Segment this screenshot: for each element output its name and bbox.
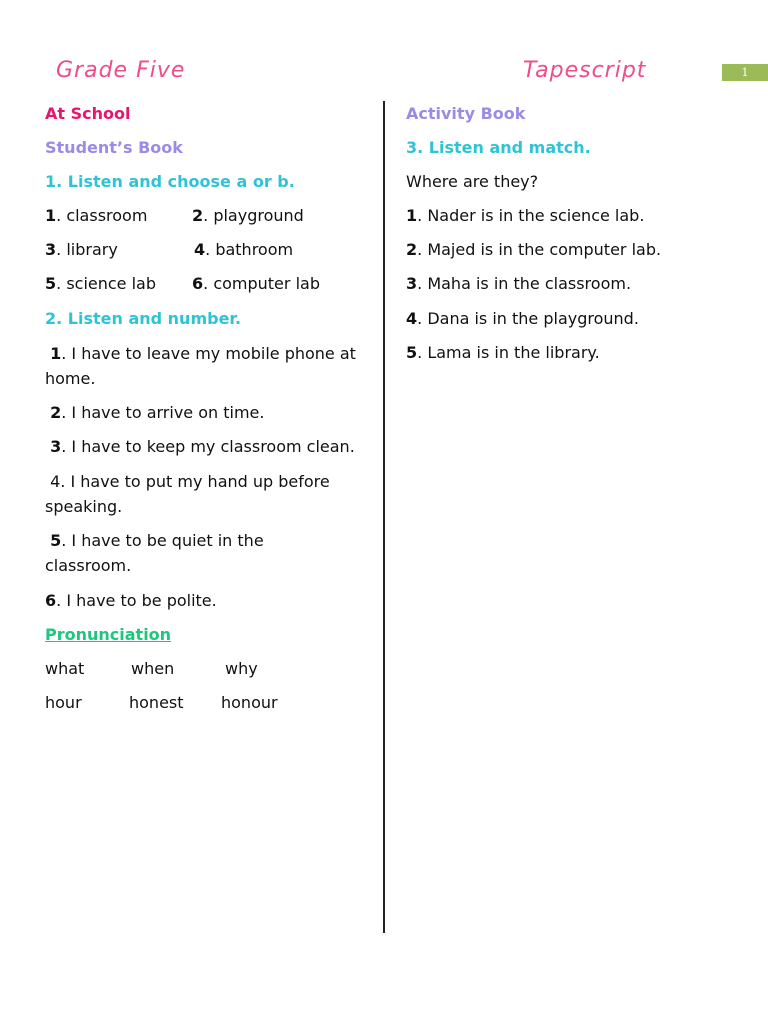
ex1-item-3: 3. library	[45, 240, 118, 259]
exercise-2-title: 2. Listen and number.	[45, 309, 242, 328]
column-divider	[383, 101, 385, 933]
students-book-title: Student’s Book	[45, 138, 183, 157]
exercise-1-title: 1. Listen and choose a or b.	[45, 172, 295, 191]
pron-word: honour	[221, 693, 278, 712]
pron-word: honest	[129, 693, 184, 712]
exercise-3-title: 3. Listen and match.	[406, 138, 591, 157]
ex2-item-3: 3. I have to keep my classroom clean.	[50, 437, 355, 456]
ex1-item-5: 5. science lab	[45, 274, 157, 293]
header-tapescript-title: Tapescript	[523, 58, 647, 83]
ex3-item-1: 1. Nader is in the science lab.	[406, 206, 645, 225]
header-grade-title: Grade Five	[56, 58, 186, 83]
ex3-item-5: 5. Lama is in the library.	[406, 343, 600, 362]
ex1-item-2: 2. playground	[192, 206, 304, 225]
ex3-item-3: 3. Maha is in the classroom.	[406, 274, 632, 293]
pron-word: hour	[45, 693, 82, 712]
ex1-item-6: 6. computer lab	[192, 274, 320, 293]
question-text: Where are they?	[406, 172, 539, 191]
pron-word: what	[45, 659, 85, 678]
ex2-item-6: 6. I have to be polite.	[45, 591, 217, 610]
pron-word: when	[131, 659, 175, 678]
ex1-item-4: 4. bathroom	[194, 240, 294, 259]
activity-book-title: Activity Book	[406, 104, 526, 123]
ex3-item-4: 4. Dana is in the playground.	[406, 309, 639, 328]
ex2-item-4: 4. I have to put my hand up before speaking.	[45, 472, 330, 516]
pron-word: why	[225, 659, 258, 678]
ex1-item-1: 1. classroom	[45, 206, 148, 225]
ex2-item-5: 5. I have to be quiet in the classroom.	[45, 531, 264, 575]
unit-title: At School	[45, 104, 131, 123]
ex2-item-1: 1. I have to leave my mobile phone at home.	[45, 344, 356, 388]
page-number-badge: 1	[722, 64, 768, 81]
ex2-item-2: 2. I have to arrive on time.	[50, 403, 265, 422]
ex3-item-2: 2. Majed is in the computer lab.	[406, 240, 662, 259]
pronunciation-title: Pronunciation	[45, 625, 172, 644]
